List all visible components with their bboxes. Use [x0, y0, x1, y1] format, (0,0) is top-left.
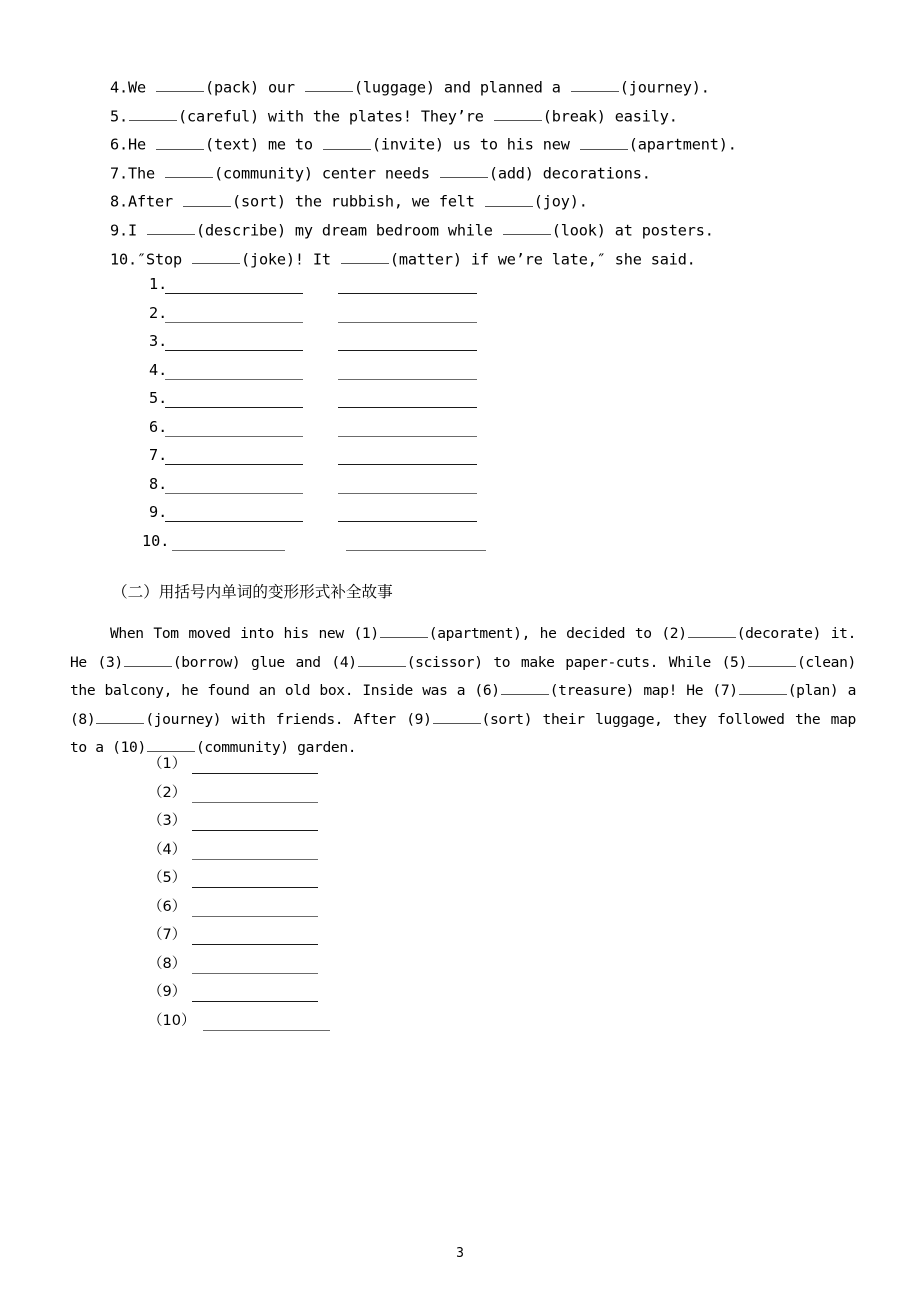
answer-blank-col1[interactable] [165, 464, 303, 465]
answer-row [0, 786, 920, 808]
answer-blank[interactable] [192, 773, 318, 774]
answer-row-number: （10） [148, 1012, 196, 1029]
answer-blank-col1[interactable] [165, 379, 303, 380]
question-line [110, 106, 678, 125]
section-two-story-paragraph [70, 620, 856, 763]
question-fill-blank[interactable] [165, 163, 213, 178]
answer-blank-col2[interactable] [338, 350, 477, 351]
question-fill-blank[interactable] [183, 191, 231, 206]
answer-row [0, 531, 920, 556]
answer-blank[interactable] [192, 887, 318, 888]
answer-row-number: 4. [149, 360, 168, 379]
answer-blank-col2[interactable] [338, 464, 477, 465]
question-fill-blank[interactable] [571, 77, 619, 92]
story-fill-blank[interactable] [688, 624, 736, 638]
story-fill-blank[interactable] [380, 624, 428, 638]
story-text: (scissor) to make paper-cuts. While (5) [406, 653, 747, 671]
question-fill-blank[interactable] [494, 106, 542, 121]
question-text: (pack) our [204, 78, 304, 97]
answer-row [0, 448, 920, 470]
answer-blank-col2[interactable] [338, 436, 477, 437]
story-text: (apartment), he decided to (2) [428, 625, 687, 642]
question-fill-blank[interactable] [192, 249, 240, 264]
page-number: 3 [456, 1246, 464, 1261]
story-fill-blank[interactable] [433, 709, 481, 723]
story-text: (decorate) it. He (3) [70, 625, 857, 671]
answer-row [0, 757, 920, 779]
question-text: (sort) the rubbish, we felt [231, 192, 484, 211]
question-text: (careful) with the plates! They’re [178, 107, 493, 126]
answer-row-number: 8. [149, 474, 168, 493]
answer-row [0, 814, 920, 836]
question-text: (joy). [533, 192, 588, 211]
question-text: (text) me to [204, 135, 322, 154]
answer-row-number: 10. [142, 531, 170, 550]
question-number: 9. [110, 221, 128, 240]
answer-row-number: （6） [148, 898, 187, 915]
answer-row-number: （8） [148, 955, 187, 972]
answer-blank-col2[interactable] [346, 550, 486, 551]
question-text: (look) at posters. [551, 221, 714, 240]
story-text: (sort) their luggage, they followed the map to a (10) [70, 710, 856, 756]
section-two-heading: （二）用括号内单词的变形形式补全故事 [112, 583, 393, 601]
story-text: (journey) with friends. After (9) [145, 710, 432, 728]
question-fill-blank[interactable] [440, 163, 488, 178]
answer-row [0, 843, 920, 865]
question-text: (community) center needs [213, 164, 439, 183]
question-fill-blank[interactable] [156, 77, 204, 92]
story-fill-blank[interactable] [96, 709, 144, 723]
answer-row-number: （2） [148, 784, 187, 801]
question-fill-blank[interactable] [341, 249, 389, 264]
answer-row [0, 360, 920, 385]
question-number: 8. [110, 192, 128, 211]
answer-blank[interactable] [192, 802, 318, 803]
answer-row [0, 303, 920, 328]
question-text: We [128, 78, 155, 97]
story-fill-blank[interactable] [147, 738, 195, 752]
question-number: 4. [110, 78, 128, 97]
question-line [110, 134, 737, 153]
answer-row-number: 6. [149, 417, 168, 436]
answer-blank[interactable] [192, 916, 318, 917]
question-text: (joke)! It [240, 250, 340, 269]
answer-blank-col1[interactable] [165, 322, 303, 323]
question-line [110, 77, 710, 96]
answer-blank-col1[interactable] [165, 293, 303, 294]
story-text: (plan) a (8) [70, 682, 856, 728]
question-fill-blank[interactable] [147, 220, 195, 235]
question-text: (describe) my dream bedroom while [196, 221, 502, 240]
answer-blank-col2[interactable] [338, 322, 477, 323]
question-fill-blank[interactable] [156, 134, 204, 149]
answer-blank-col1[interactable] [172, 550, 285, 551]
answer-row-number: 1. [149, 275, 168, 293]
answer-row-number: 7. [149, 446, 168, 464]
answer-blank-col2[interactable] [338, 379, 477, 380]
question-number: 7. [110, 164, 128, 183]
question-text: The [128, 164, 164, 183]
answer-row-number: （3） [148, 813, 187, 829]
answer-blank-col1[interactable] [165, 436, 303, 437]
answer-blank[interactable] [192, 973, 318, 974]
answer-row-number: （1） [148, 756, 187, 772]
question-line [110, 163, 651, 182]
story-fill-blank[interactable] [124, 652, 172, 666]
question-text: (luggage) and planned a [353, 78, 570, 97]
answer-row-number: （4） [148, 841, 187, 858]
answer-blank[interactable] [192, 830, 318, 831]
story-fill-blank[interactable] [358, 652, 406, 666]
question-line [110, 191, 588, 210]
answer-row-number: （7） [148, 927, 187, 943]
question-number: 5. [110, 107, 128, 126]
story-text: (community) garden. [195, 739, 357, 756]
question-fill-blank[interactable] [485, 191, 533, 206]
answer-row [0, 871, 920, 893]
answer-blank-col1[interactable] [165, 521, 303, 522]
question-text: (invite) us to his new [371, 135, 579, 154]
question-text: (matter) if we’re late,″ she said. [389, 250, 696, 269]
question-line [110, 249, 696, 268]
answer-blank[interactable] [192, 1001, 318, 1002]
answer-row [0, 957, 920, 979]
answer-row-number: （5） [148, 870, 187, 886]
answer-blank-col1[interactable] [165, 350, 303, 351]
answer-blank-col2[interactable] [338, 293, 477, 294]
answer-row [0, 985, 920, 1007]
answer-row [0, 334, 920, 356]
answer-blank[interactable] [192, 859, 318, 860]
question-text: After [128, 192, 182, 211]
answer-row-number: （9） [148, 984, 187, 1000]
answer-row [0, 928, 920, 950]
answer-row-number: 3. [149, 332, 168, 350]
story-text: When Tom moved into his new (1) [110, 625, 379, 642]
story-fill-blank[interactable] [501, 681, 549, 695]
question-text: (break) easily. [542, 107, 678, 126]
answer-row [0, 900, 920, 922]
question-line [110, 220, 714, 239]
answer-row-number: 5. [149, 389, 168, 407]
story-text: (borrow) glue and (4) [172, 653, 357, 671]
answer-row [0, 1014, 920, 1036]
answer-blank-col1[interactable] [165, 493, 303, 494]
answer-blank[interactable] [203, 1030, 330, 1031]
question-text: ″Stop [136, 250, 191, 269]
question-fill-blank[interactable] [323, 134, 371, 149]
question-fill-blank[interactable] [129, 106, 177, 121]
question-text: (journey). [619, 78, 710, 97]
answer-row [0, 417, 920, 442]
answer-blank-col1[interactable] [165, 407, 303, 408]
question-number: 10. [110, 250, 137, 269]
story-text: (treasure) map! He (7) [549, 682, 738, 699]
question-text: He [128, 135, 155, 154]
answer-row-number: 2. [149, 303, 168, 322]
answer-row [0, 391, 920, 413]
answer-row [0, 277, 920, 299]
answer-row [0, 474, 920, 499]
story-fill-blank[interactable] [748, 652, 796, 666]
question-text: (apartment). [628, 135, 737, 154]
question-number: 6. [110, 135, 128, 154]
answer-blank-col2[interactable] [338, 407, 477, 408]
question-text: I [128, 221, 146, 240]
answer-row [0, 505, 920, 527]
answer-blank[interactable] [192, 944, 318, 945]
answer-blank-col2[interactable] [338, 521, 477, 522]
question-fill-blank[interactable] [580, 134, 628, 149]
answer-blank-col2[interactable] [338, 493, 477, 494]
story-text: (clean) the balcony, he found an old box. Inside was a (6) [70, 653, 856, 699]
question-fill-blank[interactable] [305, 77, 353, 92]
question-fill-blank[interactable] [503, 220, 551, 235]
answer-row-number: 9. [149, 503, 168, 521]
question-text: (add) decorations. [488, 164, 651, 183]
story-fill-blank[interactable] [739, 681, 787, 695]
